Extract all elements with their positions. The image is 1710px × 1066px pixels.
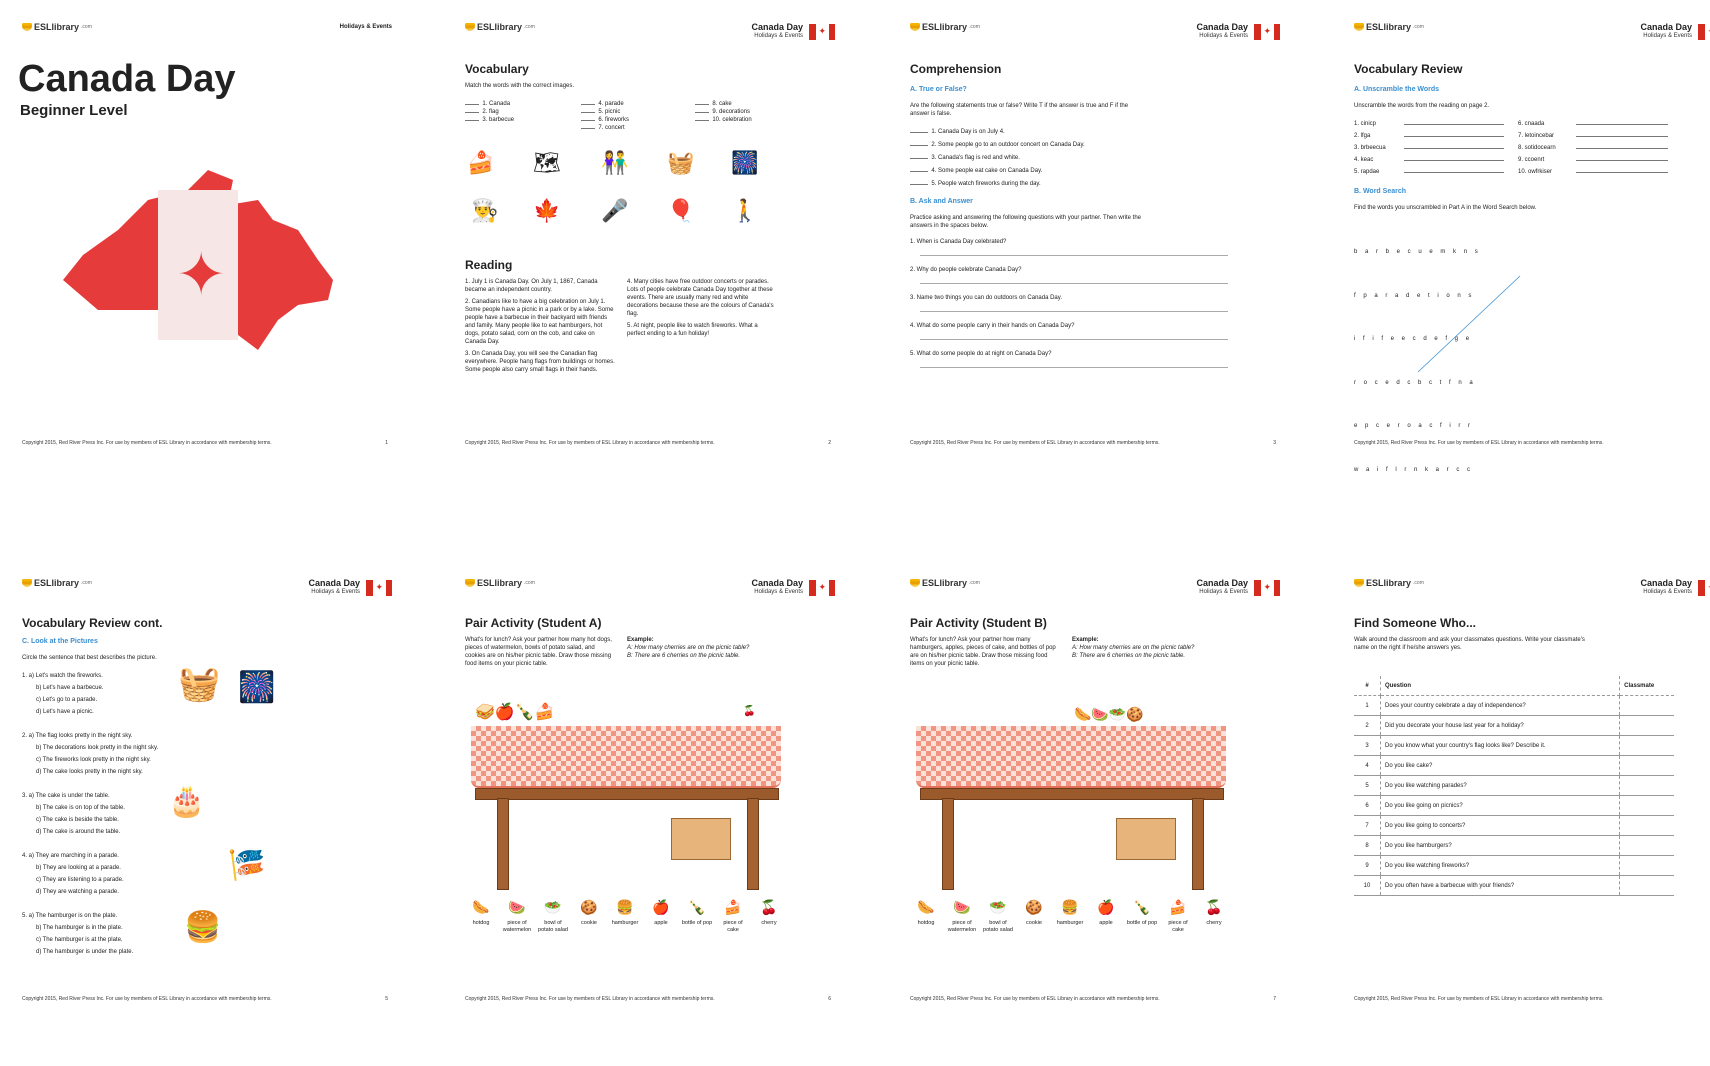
page-6 bbox=[461, 566, 841, 1066]
answer-line[interactable] bbox=[920, 283, 1228, 284]
cake-icon: 🍰 bbox=[467, 150, 495, 175]
cherry-icon: 🍒 bbox=[760, 899, 778, 915]
cake-icon: 🍰 bbox=[1169, 899, 1187, 915]
subsection-a: A. True or False? bbox=[910, 86, 967, 93]
logo-icon bbox=[1354, 579, 1364, 587]
logo: ESLlibrary .com bbox=[1354, 578, 1424, 588]
canada-flag-icon bbox=[809, 24, 835, 40]
grid-row: i f i f e e c d e f g e bbox=[1354, 336, 1470, 342]
canada-flag-icon bbox=[1254, 24, 1280, 40]
classmate-cell[interactable] bbox=[1620, 756, 1674, 776]
logo-icon bbox=[910, 579, 920, 587]
page-number: 7 bbox=[1273, 996, 1276, 1002]
food-item: 🍾 bottle of pop bbox=[1126, 896, 1158, 934]
food-on-table-icon: 🥪🍎🍾🍰 bbox=[475, 704, 555, 721]
answer-line[interactable] bbox=[920, 255, 1228, 256]
instructions-b: Practice asking and answering the following questions with your partner. Then write the answers in the spaces below. bbox=[910, 215, 1142, 229]
food-item: 🍒 cherry bbox=[753, 896, 785, 934]
hotdog-icon: 🌭 bbox=[917, 899, 935, 915]
find-someone-table bbox=[1354, 676, 1674, 896]
cake-icon: 🍰 bbox=[724, 899, 742, 915]
canada-flag-icon bbox=[1254, 580, 1280, 596]
food-legend bbox=[465, 896, 785, 934]
logo: ESLlibrary .com bbox=[1354, 22, 1424, 32]
section-title: Pair Activity (Student A) bbox=[465, 616, 602, 630]
table-row: 4 Do you like cake? bbox=[1354, 756, 1674, 776]
picnic-basket-icon: 🧺 bbox=[667, 150, 695, 175]
answer-line[interactable] bbox=[920, 311, 1228, 312]
section-title: Find Someone Who... bbox=[1354, 616, 1476, 630]
logo-icon bbox=[465, 579, 475, 587]
copyright: Copyright 2015, Red River Press Inc. For use by members of ESL Library in accordance with membership terms. bbox=[910, 996, 1160, 1002]
subsection-b: B. Word Search bbox=[1354, 188, 1406, 195]
reading-col-2: 4. Many cities have free outdoor concerts or parades. Lots of people celebrate Canada Day together at these events. There are usually many red and white decorations because these are the colours of Canada's flag. 5. At night, people like to watch fireworks. What a perfect ending to a fun holiday! bbox=[627, 279, 774, 337]
logo: ESLlibrary .com bbox=[22, 578, 92, 588]
apple-icon: 🍎 bbox=[1097, 899, 1115, 915]
fireworks-icon: 🎆 bbox=[238, 671, 276, 704]
tablecloth bbox=[471, 726, 781, 788]
classmate-cell[interactable] bbox=[1620, 736, 1674, 756]
table-bench bbox=[475, 788, 779, 800]
level-label: Beginner Level bbox=[20, 102, 128, 119]
question-group-3[interactable]: 3. a) The cake is under the table. b) The cake is on top of the table. c) The cake is beside the table. d) The cake is around the table. bbox=[22, 793, 125, 835]
bowl-icon: 🥗 bbox=[989, 899, 1007, 915]
food-item: 🥗 bowl of potato salad bbox=[982, 896, 1014, 934]
food-item: 🍰 piece of cake bbox=[1162, 896, 1194, 934]
classmate-cell[interactable] bbox=[1620, 776, 1674, 796]
grid-row: r o c e d c b c t f n a bbox=[1354, 379, 1473, 386]
concert-icon: 🎤 bbox=[601, 198, 629, 223]
answer-line[interactable] bbox=[920, 367, 1228, 368]
logo: ESLlibrary .com bbox=[465, 578, 535, 588]
logo: ESLlibrary .com bbox=[910, 578, 980, 588]
cookie-icon: 🍪 bbox=[1025, 899, 1043, 915]
question-group-5[interactable]: 5. a) The hamburger is on the plate. b) The hamburger is in the plate. c) The hamburger is at the plate. d) The hamburger is under the plate. bbox=[22, 913, 134, 955]
food-item: 🍪 cookie bbox=[573, 896, 605, 934]
question-group-1[interactable]: 1. a) Let's watch the fireworks. b) Let's have a barbecue. c) Let's go to a parade. d) Let's have a picnic. bbox=[22, 673, 104, 715]
section-title: Comprehension bbox=[910, 62, 1002, 76]
question-5: 5. What do some people do at night on Canada Day? bbox=[910, 351, 1052, 357]
logo: ESLlibrary .com bbox=[22, 22, 92, 32]
page-3 bbox=[906, 10, 1286, 510]
table-row: 7 Do you like going to concerts? bbox=[1354, 816, 1674, 836]
hamburger-icon: 🍔 bbox=[184, 911, 222, 944]
bottle-icon: 🍾 bbox=[688, 899, 706, 915]
decorations-icon: 🎈 bbox=[667, 198, 695, 223]
food-item: 🍪 cookie bbox=[1018, 896, 1050, 934]
canada-map-illustration bbox=[58, 160, 358, 370]
grid-row: e p c e r o a c f i r r bbox=[1354, 423, 1471, 429]
food-item: 🍉 piece of watermelon bbox=[501, 896, 533, 934]
header-title-block: Canada Day Holidays & Events bbox=[751, 578, 803, 595]
picnic-table-icon: 🎂 bbox=[168, 785, 206, 818]
copyright: Copyright 2015, Red River Press Inc. For use by members of ESL Library in accordance with membership terms. bbox=[465, 440, 715, 446]
logo: ESLlibrary .com bbox=[910, 22, 980, 32]
header-title-block: Canada Day Holidays & Events bbox=[751, 22, 803, 39]
canada-flag-icon bbox=[1698, 580, 1710, 596]
classmate-cell[interactable] bbox=[1620, 696, 1674, 716]
table-leg bbox=[497, 798, 509, 890]
question-4: 4. What do some people carry in their hands on Canada Day? bbox=[910, 323, 1075, 329]
fireworks-icon: 🎆 bbox=[731, 150, 759, 175]
page-number: 1 bbox=[385, 440, 388, 446]
header-category: Holidays & Events bbox=[339, 24, 392, 30]
example-block: Example: A: How many cherries are on the picnic table? B: There are 6 cherries on the picnic table. bbox=[627, 637, 750, 659]
copyright: Copyright 2015, Red River Press Inc. For use by members of ESL Library in accordance with membership terms. bbox=[22, 440, 272, 446]
classmate-cell[interactable] bbox=[1620, 716, 1674, 736]
copyright: Copyright 2015, Red River Press Inc. For use by members of ESL Library in accordance with membership terms. bbox=[910, 440, 1160, 446]
header-title-block: Canada Day Holidays & Events bbox=[1640, 578, 1692, 595]
food-legend bbox=[910, 896, 1230, 934]
instructions: What's for lunch? Ask your partner how many hamburgers, apples, pieces of cake, and bottles of pop are on his/her picnic table. Draw those missing food items on your picnic table. bbox=[910, 637, 1056, 667]
watermelon-icon: 🍉 bbox=[953, 899, 971, 915]
example-block: Example: A: How many cherries are on the picnic table? B: There are 6 cherries on the picnic table. bbox=[1072, 637, 1195, 659]
table-bench bbox=[920, 788, 1224, 800]
page-8 bbox=[1350, 566, 1710, 1066]
grid-row: w a i f l r n k a r c c bbox=[1354, 466, 1471, 473]
picnic-table-illustration bbox=[471, 726, 781, 891]
page-5 bbox=[18, 566, 398, 1066]
logo-icon bbox=[22, 23, 32, 31]
table-row: 9 Do you like watching fireworks? bbox=[1354, 856, 1674, 876]
cookie-icon: 🍪 bbox=[580, 899, 598, 915]
instructions: What's for lunch? Ask your partner how many hot dogs, pieces of watermelon, bowls of potato salad, and cookies are on his/her picnic table. Draw those missing food items on your picnic table. bbox=[465, 637, 612, 667]
apple-icon: 🍎 bbox=[652, 899, 670, 915]
table-row: 6 Do you like going on picnics? bbox=[1354, 796, 1674, 816]
bottle-icon: 🍾 bbox=[1133, 899, 1151, 915]
cherry-icon: 🍒 bbox=[1205, 899, 1223, 915]
logo-icon bbox=[22, 579, 32, 587]
instructions: Match the words with the correct images. bbox=[465, 83, 575, 89]
instructions-a: Unscramble the words from the reading on page 2. bbox=[1354, 103, 1490, 109]
table-leg bbox=[942, 798, 954, 890]
picnic-basket bbox=[671, 818, 731, 860]
cherries-icon: 🍒 bbox=[743, 706, 756, 717]
food-item: 🍉 piece of watermelon bbox=[946, 896, 978, 934]
logo-icon bbox=[910, 23, 920, 31]
page-4 bbox=[1350, 10, 1710, 510]
hotdog-icon: 🌭 bbox=[472, 899, 490, 915]
question-2: 2. Why do people celebrate Canada Day? bbox=[910, 267, 1022, 273]
instructions-b: Find the words you unscrambled in Part A in the Word Search below. bbox=[1354, 205, 1537, 211]
table-leg bbox=[747, 798, 759, 890]
section-title: Vocabulary bbox=[465, 62, 529, 76]
reading-col-1: 1. July 1 is Canada Day. On July 1, 1867, Canada became an independent country. 2. Canadians like to have a big celebration on July 1. Some people have a picnic in a park or by a lake. Some people have a barbecue in their backyard with friends and family. Many people like to eat hamburgers, hot dogs, potato salad, corn on the cob, and cake on Canada Day. 3. On Canada Day, you will see the Canadian flag everywhere. People hang flags from buildings or homes. Some people also carry small flags in their hands. bbox=[465, 279, 615, 373]
parade-icon: 🚶 bbox=[731, 198, 759, 223]
canada-flag-icon bbox=[809, 580, 835, 596]
classmate-cell[interactable] bbox=[1620, 816, 1674, 836]
picnic-table-illustration bbox=[916, 726, 1226, 891]
subsection-a: A. Unscramble the Words bbox=[1354, 86, 1440, 93]
page-number: 2 bbox=[828, 440, 831, 446]
answer-line[interactable] bbox=[920, 339, 1228, 340]
logo: ESLlibrary .com bbox=[465, 22, 535, 32]
header-title-block: Canada Day Holidays & Events bbox=[308, 578, 360, 595]
header-title-block: Canada Day Holidays & Events bbox=[1196, 578, 1248, 595]
table-row: 5 Do you like watching parades? bbox=[1354, 776, 1674, 796]
page-number: 5 bbox=[385, 996, 388, 1002]
food-item: 🍔 hamburger bbox=[1054, 896, 1086, 934]
table-row: 8 Do you like hamburgers? bbox=[1354, 836, 1674, 856]
question-1: 1. When is Canada Day celebrated? bbox=[910, 239, 1007, 245]
map-icon: 🗺 bbox=[533, 150, 561, 175]
question-3: 3. Name two things you can do outdoors on Canada Day. bbox=[910, 295, 1062, 301]
bowl-icon: 🥗 bbox=[544, 899, 562, 915]
food-on-table-icon: 🌭🍉🥗🍪 bbox=[1074, 706, 1144, 722]
header-title-block: Canada Day Holidays & Events bbox=[1640, 22, 1692, 39]
food-item: 🌭 hotdog bbox=[465, 896, 497, 934]
classmate-cell[interactable] bbox=[1620, 836, 1674, 856]
food-item: 🌭 hotdog bbox=[910, 896, 942, 934]
food-item: 🍎 apple bbox=[645, 896, 677, 934]
grid-row: f p a r a d e t i o n s bbox=[1354, 292, 1472, 299]
picnic-basket bbox=[1116, 818, 1176, 860]
section-title: Vocabulary Review bbox=[1354, 62, 1463, 76]
unscramble-col-2: 6. cnaada 7. letoincebar 8. sotidocearn 9. ccoenrt 10. owfrkiser bbox=[1518, 118, 1668, 178]
word-list-col-3: 8. cake 9. decorations 10. celebration bbox=[695, 100, 805, 124]
food-item: 🍎 apple bbox=[1090, 896, 1122, 934]
classmate-cell[interactable] bbox=[1620, 876, 1674, 896]
svg-text:✦: ✦ bbox=[176, 240, 227, 310]
table-leg bbox=[1192, 798, 1204, 890]
instructions-a: Are the following statements true or false? Write T if the answer is true and F if the answer is false. bbox=[910, 103, 1129, 117]
copyright: Copyright 2015, Red River Press Inc. For use by members of ESL Library in accordance with membership terms. bbox=[465, 996, 715, 1002]
question-group-2[interactable]: 2. a) The flag looks pretty in the night sky. b) The decorations look pretty in the night sky. c) The fireworks look pretty in the night sky. d) The cake looks pretty in the night sky. bbox=[22, 733, 159, 775]
tablecloth bbox=[916, 726, 1226, 788]
instructions: Circle the sentence that best describes the picture. bbox=[22, 655, 157, 661]
table-header-row: # Question Classmate bbox=[1354, 676, 1674, 696]
subsection-c: C. Look at the Pictures bbox=[22, 638, 98, 645]
food-item: 🍰 piece of cake bbox=[717, 896, 749, 934]
barbecue-icon: 👨‍🍳 bbox=[471, 198, 499, 223]
food-item: 🥗 bowl of potato salad bbox=[537, 896, 569, 934]
page-title: Canada Day bbox=[18, 58, 236, 100]
canada-flag-icon bbox=[366, 580, 392, 596]
page-number: 6 bbox=[828, 996, 831, 1002]
table-row: 1 Does your country celebrate a day of independence? bbox=[1354, 696, 1674, 716]
page-7 bbox=[906, 566, 1286, 1066]
table-row: 3 Do you know what your country's flag looks like? Describe it. bbox=[1354, 736, 1674, 756]
food-item: 🍔 hamburger bbox=[609, 896, 641, 934]
canada-flag-icon bbox=[1698, 24, 1710, 40]
table-row: 10 Do you often have a barbecue with your friends? bbox=[1354, 876, 1674, 896]
unscramble-col-1: 1. cinicp 2. lfga 3. brbeecua 4. keac 5. rapdae bbox=[1354, 118, 1504, 178]
food-item: 🍾 bottle of pop bbox=[681, 896, 713, 934]
watermelon-icon: 🍉 bbox=[508, 899, 526, 915]
word-list-col-1: 1. Canada 2. flag 3. barbecue bbox=[465, 100, 585, 124]
copyright: Copyright 2015, Red River Press Inc. For use by members of ESL Library in accordance with membership terms. bbox=[1354, 996, 1604, 1002]
food-item: 🍒 cherry bbox=[1198, 896, 1230, 934]
hamburger-icon: 🍔 bbox=[616, 899, 634, 915]
question-group-4[interactable]: 4. a) They are marching in a parade. b) They are looking at a parade. c) They are listening to a parade. d) They are watching a parade. bbox=[22, 853, 124, 895]
table-row: 2 Did you decorate your house last year for a holiday? bbox=[1354, 716, 1674, 736]
hamburger-icon: 🍔 bbox=[1061, 899, 1079, 915]
subsection-b: B. Ask and Answer bbox=[910, 198, 973, 205]
people-icon: 👫 bbox=[601, 150, 629, 175]
grid-row: b a r b e c u e m k n s bbox=[1354, 249, 1478, 255]
reading-title: Reading bbox=[465, 258, 513, 272]
picnic-basket-icon: 🧺 bbox=[178, 665, 221, 703]
logo-icon bbox=[465, 23, 475, 31]
page-2 bbox=[461, 10, 841, 510]
classmate-cell[interactable] bbox=[1620, 856, 1674, 876]
section-title: Pair Activity (Student B) bbox=[910, 616, 1047, 630]
page-number: 3 bbox=[1273, 440, 1276, 446]
section-title: Vocabulary Review cont. bbox=[22, 616, 163, 630]
copyright: Copyright 2015, Red River Press Inc. For use by members of ESL Library in accordance with membership terms. bbox=[1354, 440, 1604, 446]
flag-icon: 🍁 bbox=[533, 198, 561, 223]
word-list-col-2: 4. parade 5. picnic 6. fireworks 7. concert bbox=[581, 100, 691, 132]
instructions: Walk around the classroom and ask your classmates questions. Write your classmate's name on the right if he/she answers yes. bbox=[1354, 637, 1585, 651]
parade-icon: 🎏 bbox=[228, 849, 266, 882]
classmate-cell[interactable] bbox=[1620, 796, 1674, 816]
grid-row bbox=[1354, 506, 1478, 510]
header-title-block: Canada Day Holidays & Events bbox=[1196, 22, 1248, 39]
page-1 bbox=[18, 10, 398, 510]
diagonal-guide-line bbox=[1410, 272, 1530, 382]
logo-icon bbox=[1354, 23, 1364, 31]
copyright: Copyright 2015, Red River Press Inc. For use by members of ESL Library in accordance with membership terms. bbox=[22, 996, 272, 1002]
true-false-list: 1. Canada Day is on July 4. 2. Some people go to an outdoor concert on Canada Day. 3. Canada's flag is red and white. 4. Some people eat cake on Canada Day. 5. People watch fireworks during the day. bbox=[910, 126, 1085, 191]
